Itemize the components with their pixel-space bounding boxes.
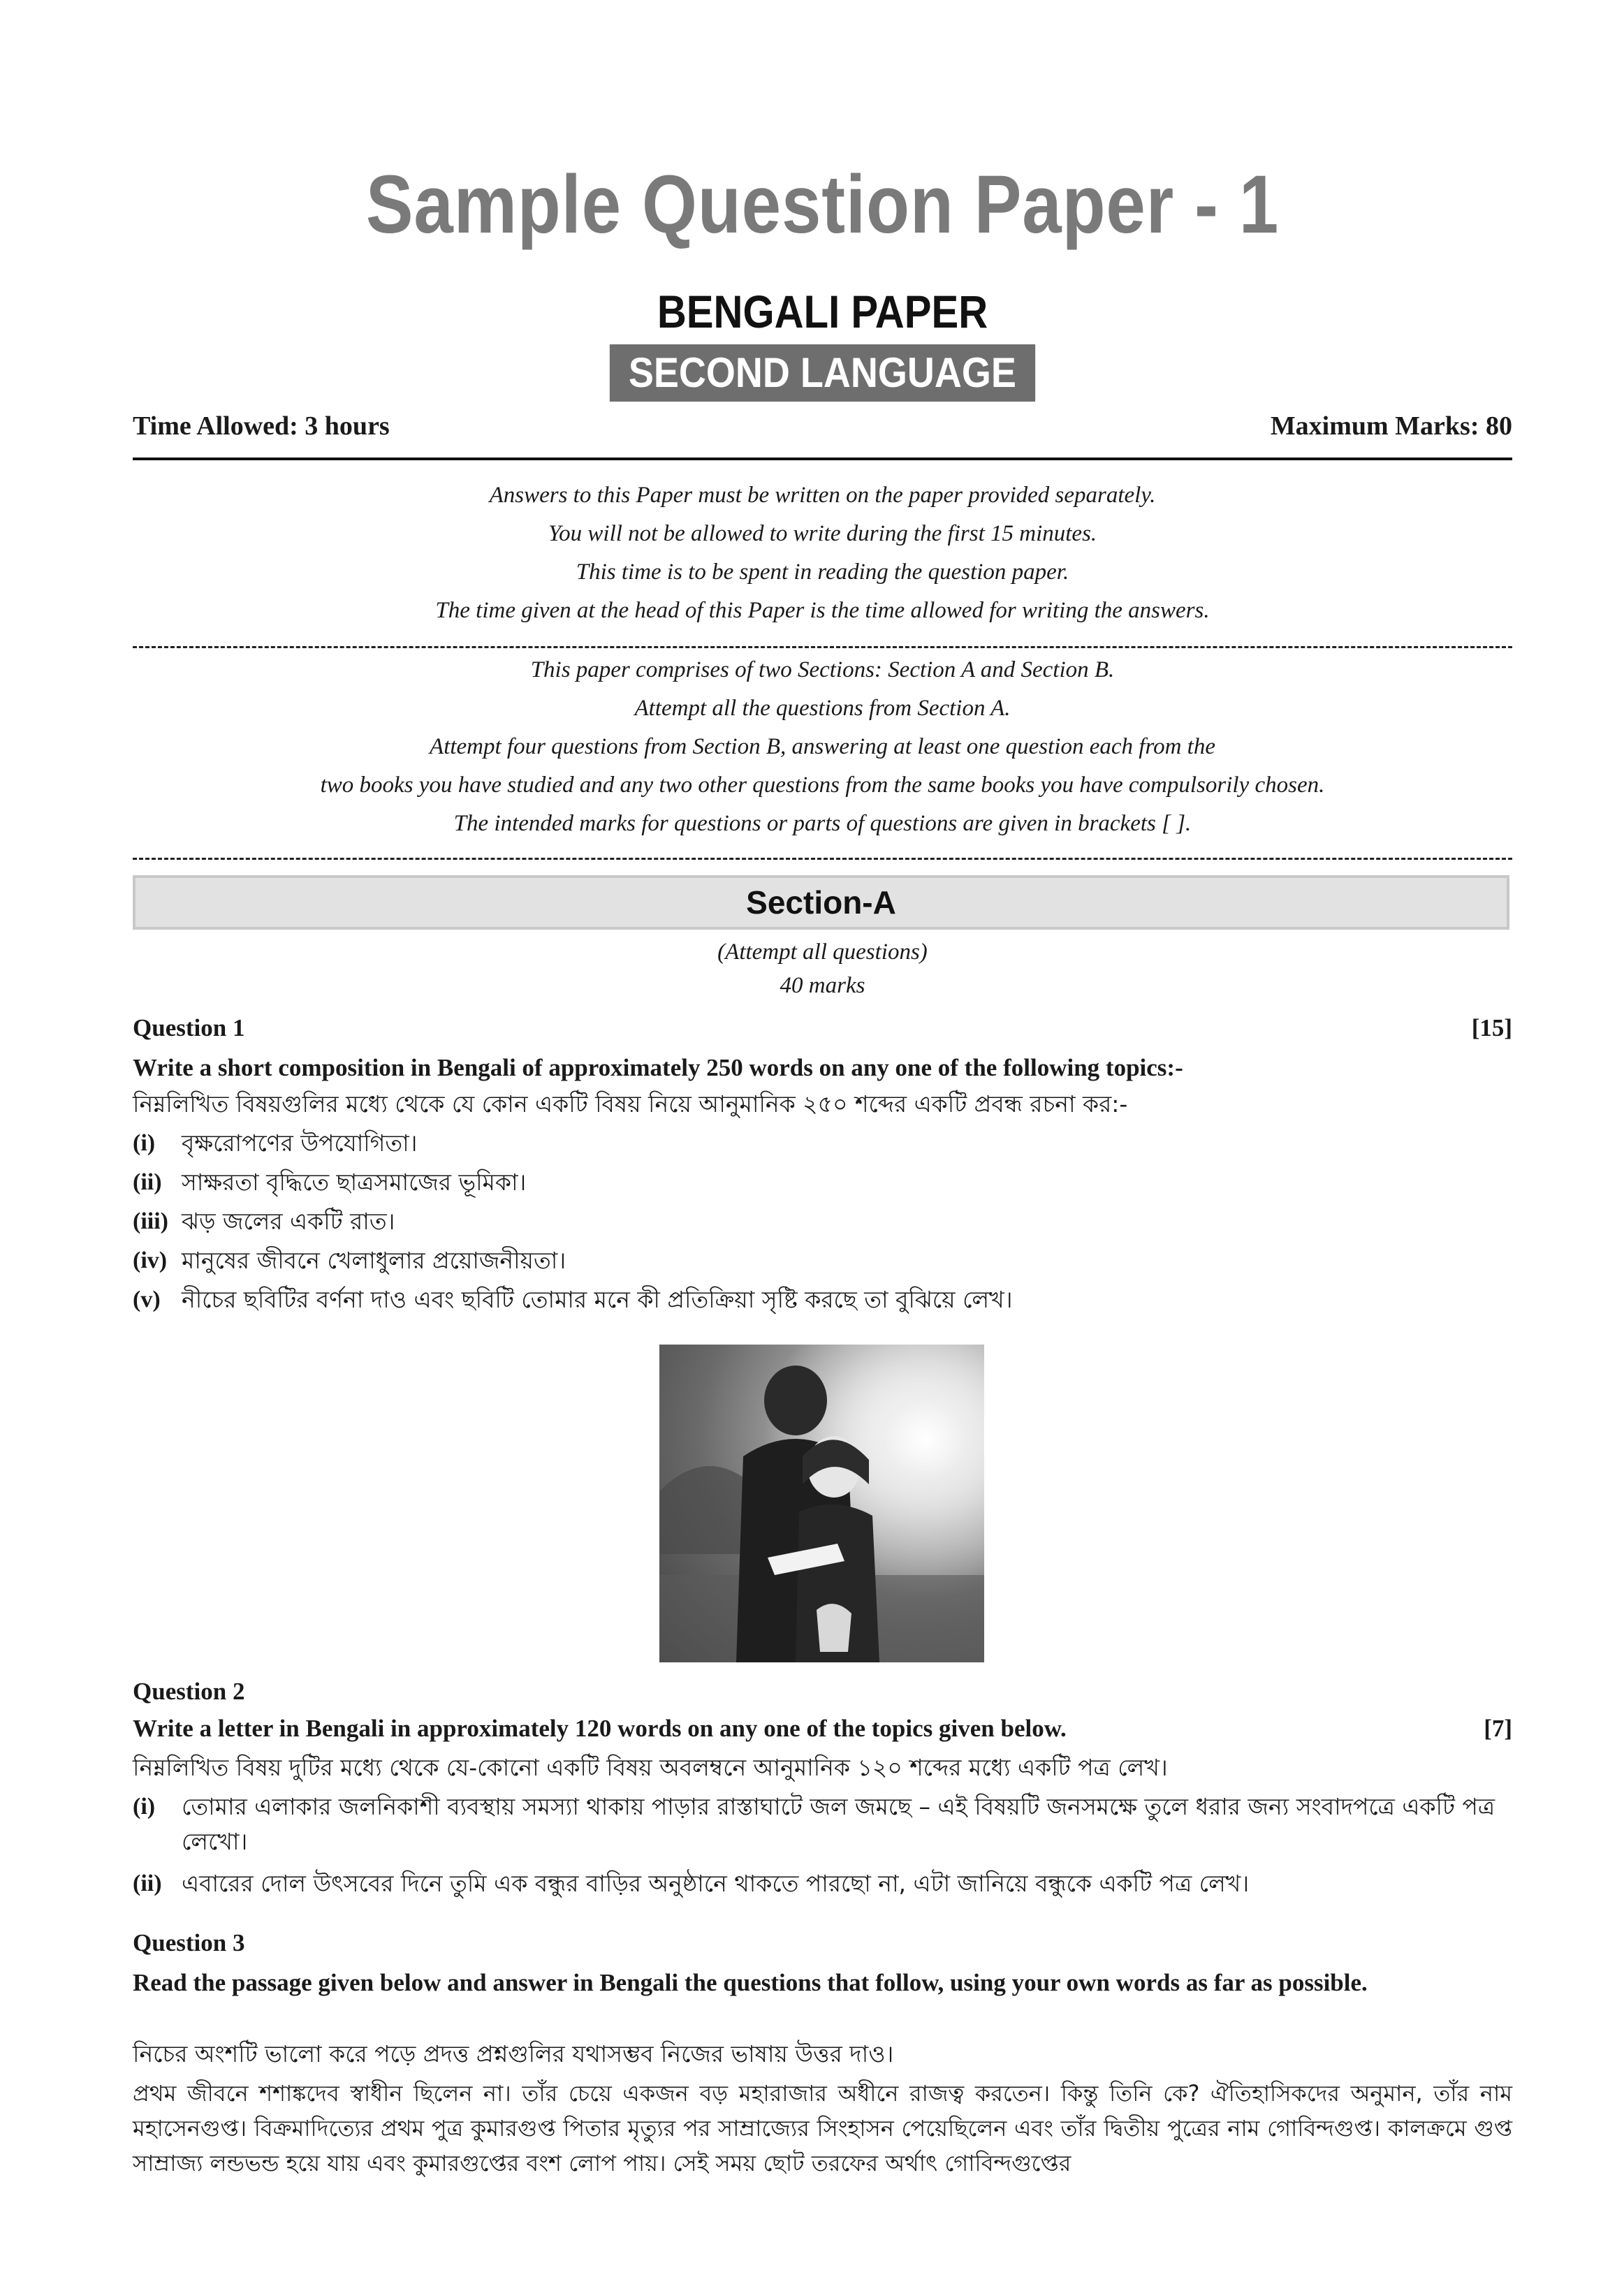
option-text: ঝড় জলের একটি রাত। bbox=[182, 1208, 395, 1235]
paper-subtitle: BENGALI PAPER bbox=[657, 286, 988, 337]
instruction-line: two books you have studied and any two other questions from the same books you have compulsorily chosen. bbox=[320, 773, 1325, 798]
instructions-block-1 bbox=[133, 476, 1512, 630]
section-a-marks: 40 marks bbox=[780, 973, 865, 998]
question-marks: [15] bbox=[1471, 1014, 1512, 1041]
meta-row bbox=[133, 411, 1512, 441]
option-number: (ii) bbox=[133, 1871, 162, 1896]
option-number: (iv) bbox=[133, 1247, 168, 1273]
option-item bbox=[133, 1126, 1512, 1161]
question-1-text-bengali: নিম্নলিখিত বিষয়গুলির মধ্যে থেকে যে কোন একটি বিষয় নিয়ে আনুমানিক ২৫০ শব্দের একটি প্রবন্ধ রচনা কর:- bbox=[133, 1090, 1128, 1118]
question-2-text: Write a letter in Bengali in approximately 120 words on any one of the topics given below. bbox=[133, 1715, 1067, 1742]
option-item bbox=[133, 1282, 1512, 1317]
question-1-header bbox=[133, 1014, 1512, 1042]
paper-title: Sample Question Paper - 1 bbox=[365, 159, 1280, 251]
option-text: এবারের দোল উৎসবের দিনে তুমি এক বন্ধুর বাড়ির অনুষ্ঠানে থাকতে পারছো না, এটা জানিয়ে বন্ধুকে একটি পত্র লেখ। bbox=[182, 1870, 1250, 1897]
instruction-line: The time given at the head of this Paper is the time allowed for writing the answers. bbox=[435, 598, 1210, 623]
instruction-line: Attempt four questions from Section B, answering at least one question each from the bbox=[430, 734, 1215, 759]
option-number: (i) bbox=[133, 1130, 156, 1156]
question-label: Question 2 bbox=[133, 1678, 245, 1705]
question-2-header bbox=[133, 1678, 1512, 1706]
header-rule bbox=[133, 457, 1512, 460]
option-number: (v) bbox=[133, 1287, 161, 1312]
question-1-text: Write a short composition in Bengali of approximately 250 words on any one of the following topics:- bbox=[133, 1054, 1183, 1081]
question-3-passage: প্রথম জীবনে শশাঙ্কদেব স্বাধীন ছিলেন না। তাঁর চেয়ে একজন বড় মহারাজার অধীনে রাজত্ব করতেন। কিন্তু তিনি কে? ঐতিহাসিকদের অনুমান, তাঁর নাম মহাসেনগুপ্ত। বিক্রমাদিত্যের প্রথম পুত্র কুমারগুপ্ত পিতার মৃত্যুর পর সাম্রাজ্যের সিংহাসন পেয়েছিলেন এবং তাঁর দ্বিতীয় পুত্রের নাম গোবিন্দগুপ্ত। কালক্রমে গুপ্ত সাম্রাজ্য লন্ডভন্ড হয়ে যায় এবং কুমারগুপ্তের বংশ লোপ পায়। সেই সময় ছোট তরফের অর্থাৎ গোবিন্দগুপ্তের bbox=[133, 2080, 1512, 2176]
photo-illustration bbox=[659, 1345, 984, 1662]
option-text: তোমার এলাকার জলনিকাশী ব্যবস্থায় সমস্যা থাকায় পাড়ার রাস্তাঘাটে জল জমছে – এই বিষয়টি জনসমক্ষে তুলে ধরার জন্য সংবাদপত্রে একটি পত্র লেখো। bbox=[182, 1793, 1495, 1855]
option-text: সাক্ষরতা বৃদ্ধিতে ছাত্রসমাজের ভূমিকা। bbox=[182, 1169, 527, 1196]
instructions-block-2 bbox=[133, 651, 1512, 843]
option-text: নীচের ছবিটির বর্ণনা দাও এবং ছবিটি তোমার মনে কী প্রতিক্রিয়া সৃষ্টি করছে তা বুঝিয়ে লেখ। bbox=[182, 1286, 1013, 1313]
question-marks: [7] bbox=[1484, 1715, 1512, 1742]
instruction-line: This time is to be spent in reading the question paper. bbox=[576, 559, 1069, 585]
question-2-text-bengali: নিম্নলিখিত বিষয় দুটির মধ্যে থেকে যে-কোনো একটি বিষয় অবলম্বনে আনুমানিক ১২০ শব্দের মধ্যে একটি পত্র লেখ। bbox=[133, 1754, 1168, 1781]
option-item bbox=[133, 1165, 1512, 1200]
language-badge-wrap bbox=[133, 344, 1512, 402]
section-a-note: (Attempt all questions) bbox=[717, 939, 928, 965]
question-2-text-row bbox=[133, 1715, 1512, 1743]
question-3-header bbox=[133, 1929, 1512, 1957]
option-number: (iii) bbox=[133, 1208, 168, 1234]
question-label: Question 3 bbox=[133, 1929, 245, 1956]
instruction-line: Attempt all the questions from Section A. bbox=[634, 696, 1011, 721]
instruction-line: This paper comprises of two Sections: Section A and Section B. bbox=[530, 657, 1115, 682]
dashed-divider bbox=[133, 858, 1512, 860]
option-number: (i) bbox=[133, 1794, 156, 1820]
option-text: বৃক্ষরোপণের উপযোগিতা। bbox=[182, 1129, 418, 1157]
instruction-line: The intended marks for questions or parts of questions are given in brackets [ ]. bbox=[453, 811, 1192, 836]
option-number: (ii) bbox=[133, 1169, 162, 1195]
instruction-line: You will not be allowed to write during the first 15 minutes. bbox=[548, 521, 1097, 546]
question-3-text-bengali: নিচের অংশটি ভালো করে পড়ে প্রদত্ত প্রশ্নগুলির যথাসম্ভব নিজের ভাষায় উত্তর দাও। bbox=[133, 2040, 894, 2067]
option-item bbox=[133, 1789, 1512, 1859]
section-a-header: Section-A bbox=[133, 875, 1509, 930]
time-allowed: Time Allowed: 3 hours bbox=[133, 411, 390, 441]
option-item bbox=[133, 1243, 1512, 1278]
question-paper-page bbox=[133, 0, 1512, 2284]
option-item bbox=[133, 1204, 1512, 1239]
children-reading-photo bbox=[659, 1345, 984, 1662]
dashed-divider bbox=[133, 646, 1512, 648]
maximum-marks: Maximum Marks: 80 bbox=[1270, 411, 1512, 441]
question-3-text: Read the passage given below and answer in Bengali the questions that follow, using your own words as far as possible. bbox=[133, 1969, 1368, 1996]
question-label: Question 1 bbox=[133, 1014, 245, 1041]
instruction-line: Answers to this Paper must be written on the paper provided separately. bbox=[489, 483, 1156, 508]
language-badge: SECOND LANGUAGE bbox=[610, 344, 1035, 402]
option-item bbox=[133, 1866, 1512, 1901]
option-text: মানুষের জীবনে খেলাধুলার প্রয়োজনীয়তা। bbox=[182, 1247, 566, 1274]
